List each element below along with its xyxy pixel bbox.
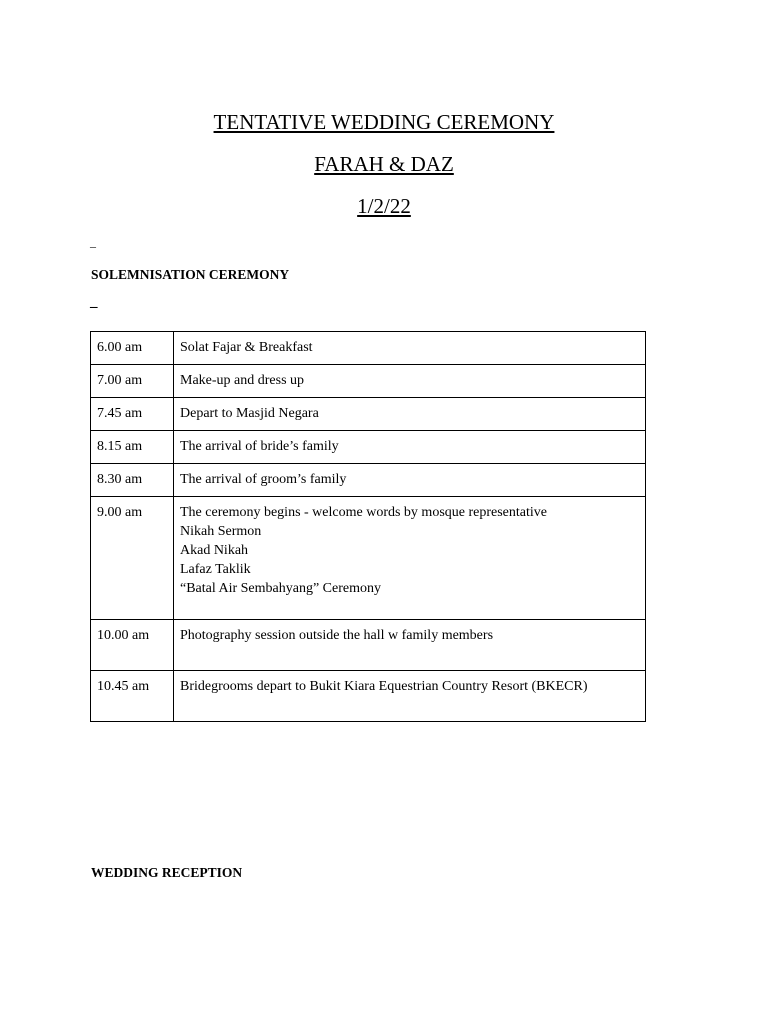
activity-line: Depart to Masjid Negara [180,406,319,421]
activity-line: Nikah Sermon [180,524,262,539]
activity-line: Solat Fajar & Breakfast [180,340,313,355]
couple-names: FARAH & DAZ [314,152,454,176]
document-title: TENTATIVE WEDDING CEREMONY [213,110,555,134]
activity-line: Bridegrooms depart to Bukit Kiara Equestrian Country Resort (BKECR) [180,679,588,694]
activity-cell [174,431,646,464]
activity-cell [174,497,646,620]
activity-cell [174,464,646,497]
time-cell: 8.30 am [91,464,174,497]
activity-line: “Batal Air Sembahyang” Ceremony [180,581,381,596]
activity-cell [174,620,646,671]
time-cell: 10.45 am [91,671,174,722]
dash-mark: – [90,299,98,315]
section-heading-reception: WEDDING RECEPTION [91,865,243,880]
time-cell: 10.00 am [91,620,174,671]
table-row [91,398,646,431]
activity-line: The ceremony begins - welcome words by mosque representative [180,505,547,520]
time-cell: 6.00 am [91,332,174,365]
activity-line: The arrival of groom’s family [180,472,347,487]
time-cell: 9.00 am [91,497,174,620]
schedule-table [90,331,646,722]
time-cell: 8.15 am [91,431,174,464]
activity-cell [174,365,646,398]
table-row [91,365,646,398]
table-row [91,671,646,722]
dash-mark: – [90,239,96,253]
activity-line: Photography session outside the hall w family members [180,628,494,643]
table-row [91,497,646,620]
activity-line: Make-up and dress up [180,373,305,388]
table-row [91,620,646,671]
table-row [91,431,646,464]
activity-cell [174,332,646,365]
section-heading-solemnisation: SOLEMNISATION CEREMONY [91,267,290,282]
activity-line: Akad Nikah [180,543,249,558]
table-row [91,464,646,497]
activity-line: The arrival of bride’s family [180,439,339,454]
time-cell: 7.45 am [91,398,174,431]
time-cell: 7.00 am [91,365,174,398]
activity-cell [174,671,646,722]
table-row [91,332,646,365]
wedding-date: 1/2/22 [357,194,411,218]
activity-cell [174,398,646,431]
activity-line: Lafaz Taklik [180,562,251,577]
